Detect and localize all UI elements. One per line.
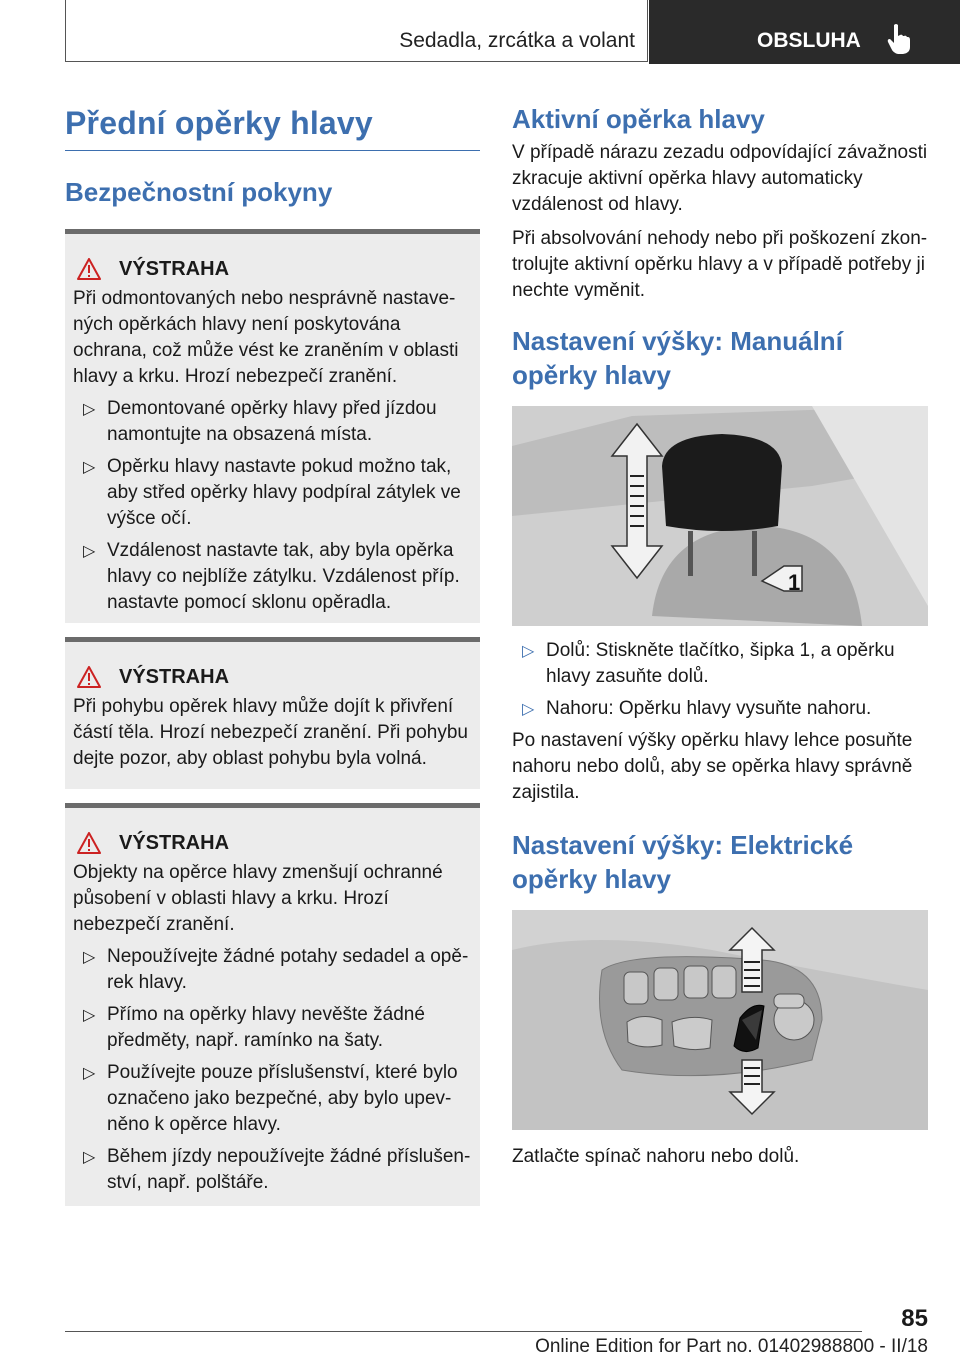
active-paragraph: Při absolvování nehody nebo při poškození zkontrolujte aktivní opěrku hlavy a v případě potřeby ji nechte vyměnit. xyxy=(512,228,928,301)
electric-heading: Nastavení výšky: Elektrické opěrky hlavy xyxy=(512,830,854,894)
triangle-bullet-icon: ▷ xyxy=(522,643,535,660)
list-item: ▷ Nepoužívejte žádné potahy sedadel a opěrek hlavy. xyxy=(83,946,469,993)
warning-text: Při odmontovaných nebo nesprávně nastavených opěrkách hlavy není poskytována ochrana, což může vést ke zraněním v oblasti hlavy a krku. Hrozí nebezpečí zranění. xyxy=(73,288,459,387)
page-title: Přední opěrky hlavy xyxy=(65,100,480,151)
callout-number: 1 xyxy=(788,570,801,595)
manual-headrest-illustration xyxy=(512,406,928,626)
chapter-tab[interactable] xyxy=(649,0,960,64)
page-header xyxy=(65,0,960,64)
triangle-bullet-icon: ▷ xyxy=(83,949,96,966)
hand-pointer-icon xyxy=(885,23,913,55)
manual-note: Po nastavení výšky opěrku hlavy lehce posuňte nahoru nebo dolů, aby se opěrka hlavy správně zajistila. xyxy=(512,730,913,803)
manual-headrest-figure xyxy=(512,406,928,626)
triangle-bullet-icon: ▷ xyxy=(83,543,96,560)
warning-triangle-icon xyxy=(77,666,101,688)
electric-caption: Zatlačte spínač nahoru nebo dolů. xyxy=(512,1146,800,1167)
list-item: ▷ Opěrku hlavy nastavte pokud možno tak, aby střed opěrky hlavy podpíral zátylek ve výšce očí. xyxy=(83,456,461,529)
active-heading: Aktivní opěrka hlavy xyxy=(512,104,765,134)
warning-text: Při pohybu opěrek hlavy může dojít k přivření částí těla. Hrozí nebezpečí zranění. Při pohybu dejte pozor, aby oblast pohybu byla volná. xyxy=(73,696,468,769)
list-item: ▷ Přímo na opěrky hlavy nevěšte žádné předměty, např. ramínko na šaty. xyxy=(83,1004,425,1051)
list-item: ▷ Dolů: Stiskněte tlačítko, šipka 1, a opěrku hlavy zasuňte dolů. xyxy=(522,640,895,687)
warning-list xyxy=(73,944,472,1196)
left-column xyxy=(65,100,480,1206)
list-item: ▷ Demontované opěrky hlavy před jízdou namontujte na obsazená místa. xyxy=(83,398,437,445)
warning-title: VÝSTRAHA xyxy=(119,666,230,688)
warning-list xyxy=(73,396,472,616)
electric-switch-illustration xyxy=(512,910,928,1130)
chapter-tab-label: OBSLUHA xyxy=(757,29,861,52)
footer-divider xyxy=(65,1331,862,1332)
warning-text: Objekty na opěrce hlavy zmenšují ochranné působení v oblasti hlavy a krku. Hrozí nebezpečí zranění. xyxy=(73,862,443,935)
warning-triangle-icon xyxy=(77,832,101,854)
list-item: ▷ Vzdálenost nastavte tak, aby byla opěrka hlavy co nejblíže zátylku. Vzdálenost příp. nastavte pomocí sklonu opěradla. xyxy=(83,540,460,613)
warning-box xyxy=(65,803,480,1206)
electric-switch-figure xyxy=(512,910,928,1130)
edition-text: Online Edition for Part no. 01402988800 - II/18 xyxy=(535,1336,928,1357)
list-item: ▷ Během jízdy nepoužívejte žádné příslušenství, např. polštáře. xyxy=(83,1146,471,1193)
triangle-bullet-icon: ▷ xyxy=(83,1065,96,1082)
list-item: ▷ Používejte pouze příslušenství, které bylo označeno jako bezpečné, aby bylo upevněno k opěrce hlavy. xyxy=(83,1062,458,1135)
manual-list xyxy=(512,638,928,722)
warning-title: VÝSTRAHA xyxy=(119,832,230,854)
triangle-bullet-icon: ▷ xyxy=(83,1007,96,1024)
warning-triangle-icon xyxy=(77,258,101,280)
warning-box xyxy=(65,637,480,789)
section-title: Sedadla, zrcátka a volant xyxy=(65,0,648,62)
manual-heading: Nastavení výšky: Manuální opěrky hlavy xyxy=(512,326,843,390)
triangle-bullet-icon: ▷ xyxy=(83,401,96,418)
active-paragraph: V případě nárazu zezadu odpovídající závažnosti zkracuje aktivní opěrka hlavy automaticky vzdálenost od hlavy. xyxy=(512,142,928,215)
triangle-bullet-icon: ▷ xyxy=(83,1149,96,1166)
warning-title: VÝSTRAHA xyxy=(119,258,230,280)
safety-heading: Bezpečnostní pokyny xyxy=(65,177,333,207)
triangle-bullet-icon: ▷ xyxy=(522,701,535,718)
list-item: ▷ Nahoru: Opěrku hlavy vysuňte nahoru. xyxy=(512,696,928,722)
right-column xyxy=(512,100,928,1170)
page-number: 85 xyxy=(901,1305,928,1332)
triangle-bullet-icon: ▷ xyxy=(83,459,96,476)
warning-box xyxy=(65,229,480,623)
